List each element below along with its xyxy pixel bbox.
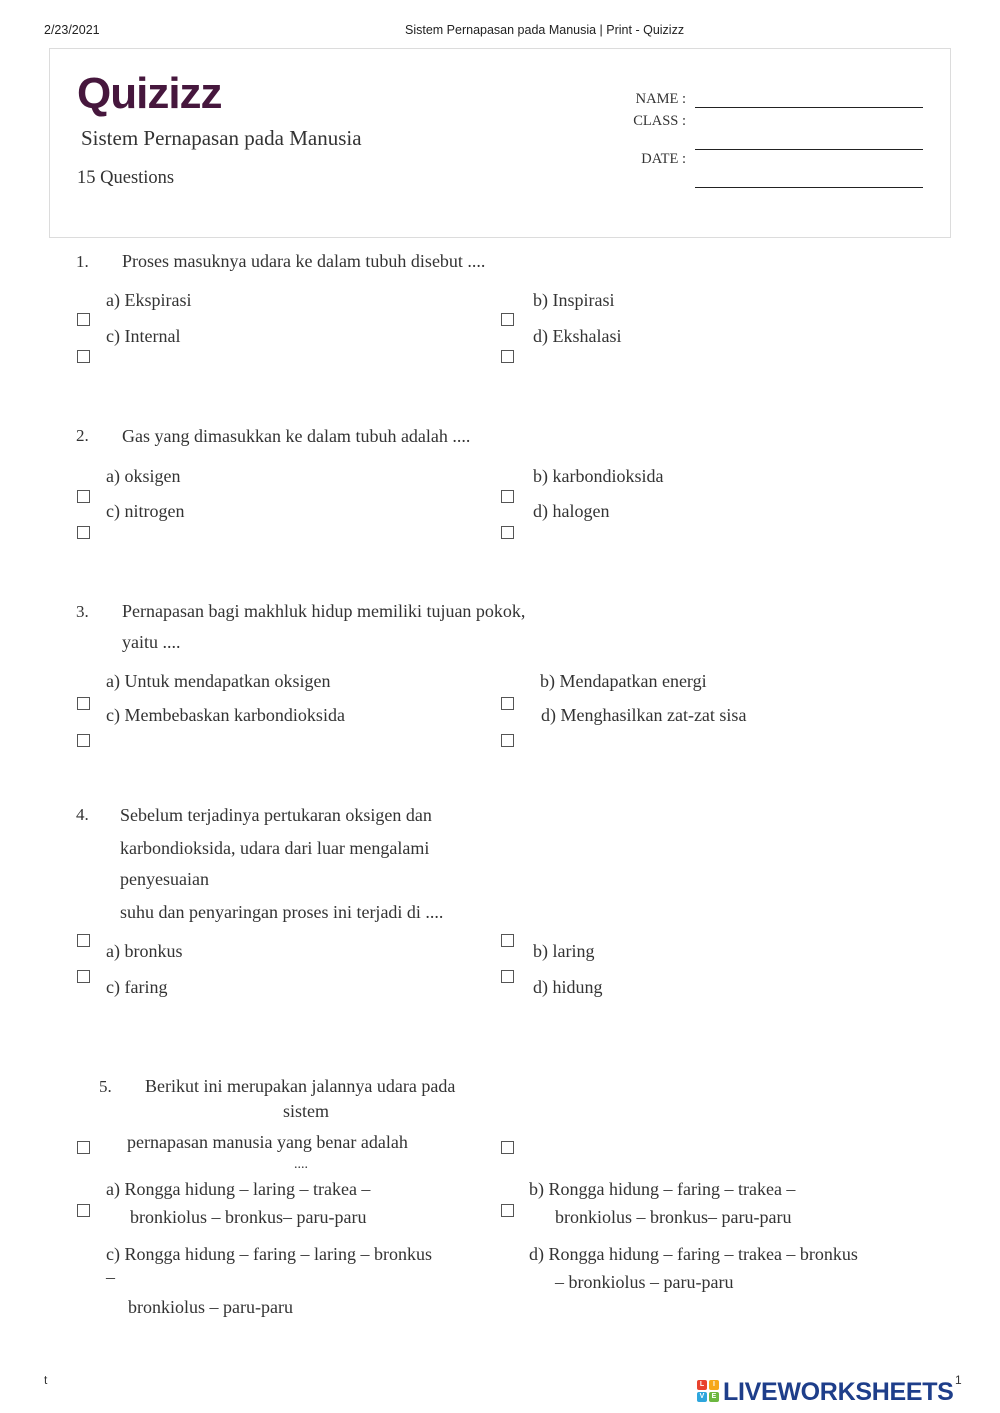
option-b: b) Rongga hidung – faring – trakea – — [529, 1179, 796, 1199]
option-c-line3: bronkiolus – paru-paru — [128, 1297, 293, 1317]
liveworksheets-wordmark: LIVEWORKSHEETS — [723, 1378, 954, 1406]
option-a-line2: bronkiolus – bronkus– paru-paru — [130, 1207, 367, 1227]
option-b: b) Inspirasi — [533, 290, 615, 310]
question-number: 4. — [76, 805, 89, 824]
option-a: a) bronkus — [106, 941, 183, 961]
logo-letter-v: V — [697, 1392, 707, 1402]
logo-letter-e: E — [709, 1392, 719, 1402]
option-a: a) Ekspirasi — [106, 290, 192, 310]
name-label: NAME : — [635, 91, 686, 107]
date-label: DATE : — [641, 151, 686, 167]
print-date: 2/23/2021 — [44, 23, 100, 37]
checkbox-c[interactable] — [77, 970, 90, 983]
option-b: b) laring — [533, 941, 595, 961]
checkbox-c[interactable] — [77, 526, 90, 539]
checkbox-a[interactable] — [77, 490, 90, 503]
option-c: c) nitrogen — [106, 501, 185, 521]
question-text: pernapasan manusia yang benar adalah — [127, 1132, 408, 1152]
option-a: a) oksigen — [106, 466, 181, 486]
checkbox-a[interactable] — [77, 313, 90, 326]
class-label: CLASS : — [633, 113, 686, 129]
question-text: Proses masuknya udara ke dalam tubuh disebut .... — [122, 251, 486, 271]
logo-letter-i: I — [709, 1380, 719, 1390]
checkbox-c[interactable] — [77, 734, 90, 747]
question-text: sistem — [283, 1101, 330, 1121]
option-d-line2: – bronkiolus – paru-paru — [555, 1272, 734, 1292]
name-line[interactable] — [695, 107, 923, 108]
option-a: a) Untuk mendapatkan oksigen — [106, 671, 331, 691]
date-line[interactable] — [695, 187, 923, 188]
logo-letter-l: L — [697, 1380, 707, 1390]
question-text: .... — [294, 1157, 308, 1172]
question-text: Gas yang dimasukkan ke dalam tubuh adalah .... — [122, 426, 471, 446]
question-number: 1. — [76, 252, 89, 271]
option-d: d) halogen — [533, 501, 610, 521]
page-number: 1 — [955, 1373, 962, 1387]
quizizz-logo: Quizizz — [77, 69, 222, 118]
option-c-line2: – — [106, 1267, 115, 1287]
class-line[interactable] — [695, 149, 923, 150]
option-c: c) Membebaskan karbondioksida — [106, 705, 345, 725]
option-a: a) Rongga hidung – laring – trakea – — [106, 1179, 371, 1199]
checkbox-b[interactable] — [501, 697, 514, 710]
option-c: c) Rongga hidung – faring – laring – bronkus — [106, 1244, 432, 1264]
question-number: 5. — [99, 1077, 112, 1096]
question-number: 3. — [76, 602, 89, 621]
question-text: penyesuaian — [120, 869, 209, 889]
option-b-line2: bronkiolus – bronkus– paru-paru — [555, 1207, 792, 1227]
question-text: Sebelum terjadinya pertukaran oksigen dan — [120, 805, 432, 825]
option-d: d) Menghasilkan zat-zat sisa — [541, 705, 747, 725]
quiz-title: Sistem Pernapasan pada Manusia — [81, 126, 362, 150]
liveworksheets-logo-icon — [697, 1380, 721, 1404]
question-text: suhu dan penyaringan proses ini terjadi di .... — [120, 902, 444, 922]
footer-left-mark: t — [44, 1373, 48, 1387]
question-number: 2. — [76, 426, 89, 445]
checkbox-d[interactable] — [501, 526, 514, 539]
question-text: Pernapasan bagi makhluk hidup memiliki tujuan pokok, — [122, 601, 526, 621]
checkbox-b[interactable] — [501, 934, 514, 947]
checkbox-d[interactable] — [501, 1204, 514, 1217]
option-b: b) Mendapatkan energi — [540, 671, 707, 691]
checkbox-c[interactable] — [77, 350, 90, 363]
option-c: c) Internal — [106, 326, 181, 346]
question-text: Berikut ini merupakan jalannya udara pada — [145, 1076, 456, 1096]
option-d: d) hidung — [533, 977, 603, 997]
option-b: b) karbondioksida — [533, 466, 664, 486]
question-text: karbondioksida, udara dari luar mengalami — [120, 838, 430, 858]
checkbox-a[interactable] — [77, 1141, 90, 1154]
checkbox-b[interactable] — [501, 313, 514, 326]
checkbox-a[interactable] — [77, 697, 90, 710]
checkbox-d[interactable] — [501, 350, 514, 363]
option-c: c) faring — [106, 977, 168, 997]
checkbox-a[interactable] — [77, 934, 90, 947]
print-title: Sistem Pernapasan pada Manusia | Print - Quizizz — [405, 23, 685, 37]
question-text: yaitu .... — [122, 632, 181, 652]
checkbox-b[interactable] — [501, 490, 514, 503]
checkbox-b[interactable] — [501, 1141, 514, 1154]
checkbox-c[interactable] — [77, 1204, 90, 1217]
question-count: 15 Questions — [77, 168, 175, 188]
option-d: d) Ekshalasi — [533, 326, 622, 346]
checkbox-d[interactable] — [501, 734, 514, 747]
checkbox-d[interactable] — [501, 970, 514, 983]
option-d: d) Rongga hidung – faring – trakea – bronkus — [529, 1244, 858, 1264]
